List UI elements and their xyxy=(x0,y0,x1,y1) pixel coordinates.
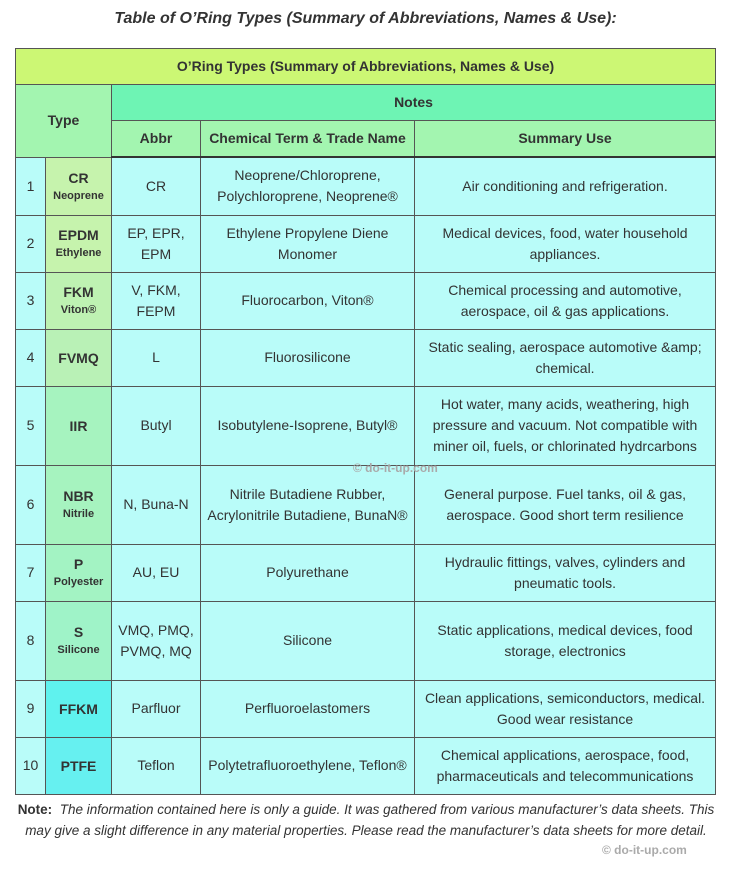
abbr-cell: L xyxy=(112,329,201,386)
type-cell xyxy=(46,601,112,680)
summary-use-cell: General purpose. Fuel tanks, oil & gas, aerospace. Good short term resilience xyxy=(415,465,716,544)
row-number: 5 xyxy=(16,386,46,465)
chemical-term-cell: Polytetrafluoroethylene, Teflon® xyxy=(201,737,415,794)
summary-use-column-header: Summary Use xyxy=(415,121,716,158)
summary-use-cell: Clean applications, semiconductors, medical. Good wear resistance xyxy=(415,680,716,737)
row-number: 1 xyxy=(16,157,46,215)
chemical-term-cell: Polyurethane xyxy=(201,544,415,601)
table-main-header: O’Ring Types (Summary of Abbreviations, Names & Use) xyxy=(16,49,716,85)
chemical-term-cell: Fluorocarbon, Viton® xyxy=(201,272,415,329)
summary-use-cell: Medical devices, food, water household appliances. xyxy=(415,215,716,272)
type-code: EPDM xyxy=(58,227,99,243)
type-code: NBR xyxy=(63,488,94,504)
type-code: S xyxy=(73,624,84,640)
summary-use-cell: Air conditioning and refrigeration. xyxy=(415,157,716,215)
oring-types-table xyxy=(15,48,716,795)
abbr-cell: Teflon xyxy=(112,737,201,794)
type-name: Viton® xyxy=(60,304,97,316)
table-row xyxy=(16,465,716,544)
table-row xyxy=(16,680,716,737)
table-row xyxy=(16,329,716,386)
type-name: Polyester xyxy=(53,576,104,588)
type-name: Nitrile xyxy=(62,508,95,520)
chemical-term-cell: Ethylene Propylene Diene Monomer xyxy=(201,215,415,272)
row-number: 4 xyxy=(16,329,46,386)
row-number: 7 xyxy=(16,544,46,601)
footnote xyxy=(15,799,717,841)
chemical-term-cell: Silicone xyxy=(201,601,415,680)
type-cell xyxy=(46,737,112,794)
summary-use-cell: Chemical processing and automotive, aerospace, oil & gas applications. xyxy=(415,272,716,329)
table-row xyxy=(16,157,716,215)
summary-use-cell: Static applications, medical devices, food storage, electronics xyxy=(415,601,716,680)
abbr-cell: EP, EPR, EPM xyxy=(112,215,201,272)
type-cell xyxy=(46,465,112,544)
abbr-cell: Parfluor xyxy=(112,680,201,737)
chemical-term-cell: Fluorosilicone xyxy=(201,329,415,386)
type-cell xyxy=(46,215,112,272)
abbr-cell: N, Buna-N xyxy=(112,465,201,544)
summary-use-cell: Chemical applications, aerospace, food, pharmaceuticals and telecommunications xyxy=(415,737,716,794)
chemical-term-cell: Neoprene/Chloroprene, Polychloroprene, Neoprene® xyxy=(201,157,415,215)
watermark-bottom: © do-it-up.com xyxy=(602,843,687,857)
type-cell xyxy=(46,329,112,386)
abbr-cell: CR xyxy=(112,157,201,215)
row-number: 3 xyxy=(16,272,46,329)
type-cell xyxy=(46,157,112,215)
row-number: 10 xyxy=(16,737,46,794)
type-name: Ethylene xyxy=(55,247,102,259)
type-code: CR xyxy=(68,169,89,186)
summary-use-cell: Static sealing, aerospace automotive &amp; chemical. xyxy=(415,329,716,386)
type-code: FVMQ xyxy=(58,349,99,366)
chemical-term-cell: Nitrile Butadiene Rubber, Acrylonitrile Butadiene, BunaN® xyxy=(201,465,415,544)
type-code: PTFE xyxy=(60,757,97,774)
type-code: IIR xyxy=(69,417,88,434)
chemical-term-cell: Isobutylene-Isoprene, Butyl® xyxy=(201,386,415,465)
type-name: Silicone xyxy=(57,644,100,656)
table-row xyxy=(16,737,716,794)
abbr-cell: AU, EU xyxy=(112,544,201,601)
note-text: The information contained here is only a guide. It was gathered from various manufacturer’s data sheets. This may give a slight difference in any material properties. Please read the manufacturer’s data sheets for more detail. xyxy=(25,802,715,838)
table-row xyxy=(16,544,716,601)
abbr-cell: V, FKM, FEPM xyxy=(112,272,201,329)
type-cell xyxy=(46,680,112,737)
watermark-center: © do-it-up.com xyxy=(353,461,438,475)
abbr-cell: VMQ, PMQ, PVMQ, MQ xyxy=(112,601,201,680)
type-code: FFKM xyxy=(59,700,98,717)
table-row xyxy=(16,386,716,465)
table-row xyxy=(16,215,716,272)
summary-use-cell: Hot water, many acids, weathering, high pressure and vacuum. Not compatible with miner oil, fuels, or chlorinated hydrcarbons xyxy=(415,386,716,465)
type-cell xyxy=(46,272,112,329)
type-cell xyxy=(46,386,112,465)
note-label: Note: xyxy=(17,802,53,817)
type-name: Neoprene xyxy=(53,189,104,202)
notes-column-header: Notes xyxy=(112,85,716,121)
abbr-column-header: Abbr xyxy=(112,121,201,158)
table-row xyxy=(16,272,716,329)
page-title: Table of O’Ring Types (Summary of Abbreviations, Names & Use): xyxy=(114,10,617,27)
abbr-cell: Butyl xyxy=(112,386,201,465)
chemical-term-column-header: Chemical Term & Trade Name xyxy=(201,121,415,158)
summary-use-cell: Hydraulic fittings, valves, cylinders and pneumatic tools. xyxy=(415,544,716,601)
row-number: 9 xyxy=(16,680,46,737)
table-row xyxy=(16,601,716,680)
row-number: 6 xyxy=(16,465,46,544)
type-code: FKM xyxy=(63,284,94,300)
type-code: P xyxy=(73,556,84,572)
chemical-term-cell: Perfluoroelastomers xyxy=(201,680,415,737)
row-number: 2 xyxy=(16,215,46,272)
row-number: 8 xyxy=(16,601,46,680)
type-cell xyxy=(46,544,112,601)
type-column-header: Type xyxy=(16,85,112,158)
